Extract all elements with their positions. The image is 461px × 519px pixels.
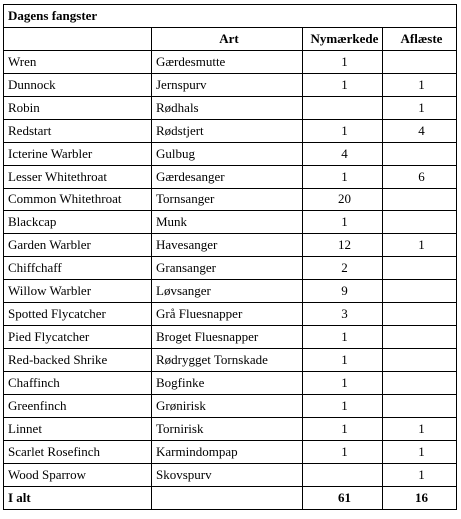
count-aflaeste — [383, 303, 457, 326]
count-nymaerkede: 1 — [303, 417, 383, 440]
species-english: Redstart — [4, 119, 152, 142]
count-aflaeste: 1 — [383, 73, 457, 96]
table-row — [4, 440, 457, 463]
species-danish: Tornsanger — [152, 188, 303, 211]
count-nymaerkede: 1 — [303, 211, 383, 234]
species-danish: Tornirisk — [152, 417, 303, 440]
species-english: Garden Warbler — [4, 234, 152, 257]
species-english: Willow Warbler — [4, 280, 152, 303]
total-empty — [152, 486, 303, 509]
count-aflaeste — [383, 349, 457, 372]
count-aflaeste — [383, 188, 457, 211]
species-danish: Gulbug — [152, 142, 303, 165]
count-nymaerkede — [303, 463, 383, 486]
count-nymaerkede: 1 — [303, 165, 383, 188]
table-row — [4, 234, 457, 257]
table-row — [4, 463, 457, 486]
count-aflaeste — [383, 211, 457, 234]
table-body — [4, 5, 457, 510]
table-row — [4, 257, 457, 280]
table-row — [4, 165, 457, 188]
count-aflaeste: 1 — [383, 463, 457, 486]
species-danish: Rødstjert — [152, 119, 303, 142]
species-danish: Karmindompap — [152, 440, 303, 463]
table-row — [4, 326, 457, 349]
table-row — [4, 394, 457, 417]
count-aflaeste: 1 — [383, 96, 457, 119]
total-nymaerkede: 61 — [303, 486, 383, 509]
species-english: Wren — [4, 50, 152, 73]
count-aflaeste — [383, 142, 457, 165]
species-english: Greenfinch — [4, 394, 152, 417]
count-nymaerkede: 2 — [303, 257, 383, 280]
count-nymaerkede: 1 — [303, 50, 383, 73]
species-danish: Grønirisk — [152, 394, 303, 417]
table-row — [4, 417, 457, 440]
species-danish: Broget Fluesnapper — [152, 326, 303, 349]
species-english: Scarlet Rosefinch — [4, 440, 152, 463]
table-row — [4, 372, 457, 395]
species-english: Blackcap — [4, 211, 152, 234]
count-aflaeste: 4 — [383, 119, 457, 142]
count-aflaeste — [383, 50, 457, 73]
count-aflaeste — [383, 257, 457, 280]
species-danish: Rødrygget Tornskade — [152, 349, 303, 372]
table-row — [4, 96, 457, 119]
table-row — [4, 349, 457, 372]
header-english-empty — [4, 27, 152, 50]
table-row — [4, 280, 457, 303]
species-english: Robin — [4, 96, 152, 119]
count-aflaeste — [383, 372, 457, 395]
header-row — [4, 27, 457, 50]
species-english: Common Whitethroat — [4, 188, 152, 211]
count-nymaerkede: 12 — [303, 234, 383, 257]
total-row — [4, 486, 457, 509]
count-nymaerkede: 9 — [303, 280, 383, 303]
species-english: Lesser Whitethroat — [4, 165, 152, 188]
count-nymaerkede: 1 — [303, 440, 383, 463]
table-row — [4, 50, 457, 73]
species-english: Linnet — [4, 417, 152, 440]
table-row — [4, 211, 457, 234]
species-danish: Grå Fluesnapper — [152, 303, 303, 326]
count-nymaerkede: 1 — [303, 119, 383, 142]
species-danish: Munk — [152, 211, 303, 234]
count-aflaeste — [383, 280, 457, 303]
count-aflaeste — [383, 326, 457, 349]
species-english: Icterine Warbler — [4, 142, 152, 165]
species-danish: Jernspurv — [152, 73, 303, 96]
species-danish: Gærdesanger — [152, 165, 303, 188]
header-art: Art — [152, 27, 303, 50]
table-row — [4, 188, 457, 211]
count-nymaerkede — [303, 96, 383, 119]
title-row — [4, 5, 457, 28]
total-aflaeste: 16 — [383, 486, 457, 509]
table-title: Dagens fangster — [4, 5, 457, 28]
count-aflaeste: 1 — [383, 417, 457, 440]
species-danish: Havesanger — [152, 234, 303, 257]
species-english: Pied Flycatcher — [4, 326, 152, 349]
count-nymaerkede: 1 — [303, 349, 383, 372]
species-danish: Rødhals — [152, 96, 303, 119]
species-english: Wood Sparrow — [4, 463, 152, 486]
count-nymaerkede: 3 — [303, 303, 383, 326]
count-aflaeste: 6 — [383, 165, 457, 188]
count-nymaerkede: 1 — [303, 394, 383, 417]
total-label: I alt — [4, 486, 152, 509]
species-english: Red-backed Shrike — [4, 349, 152, 372]
catch-table — [3, 4, 457, 510]
species-english: Chaffinch — [4, 372, 152, 395]
header-nymaerkede: Nymærkede — [303, 27, 383, 50]
species-danish: Gærdesmutte — [152, 50, 303, 73]
count-aflaeste: 1 — [383, 234, 457, 257]
count-nymaerkede: 1 — [303, 73, 383, 96]
count-nymaerkede: 1 — [303, 326, 383, 349]
species-danish: Gransanger — [152, 257, 303, 280]
header-aflaeste: Aflæste — [383, 27, 457, 50]
count-aflaeste: 1 — [383, 440, 457, 463]
table-row — [4, 142, 457, 165]
species-danish: Løvsanger — [152, 280, 303, 303]
species-danish: Skovspurv — [152, 463, 303, 486]
species-english: Spotted Flycatcher — [4, 303, 152, 326]
table-row — [4, 73, 457, 96]
count-nymaerkede: 20 — [303, 188, 383, 211]
table-row — [4, 119, 457, 142]
count-nymaerkede: 4 — [303, 142, 383, 165]
table-row — [4, 303, 457, 326]
count-nymaerkede: 1 — [303, 372, 383, 395]
species-danish: Bogfinke — [152, 372, 303, 395]
species-english: Dunnock — [4, 73, 152, 96]
count-aflaeste — [383, 394, 457, 417]
species-english: Chiffchaff — [4, 257, 152, 280]
